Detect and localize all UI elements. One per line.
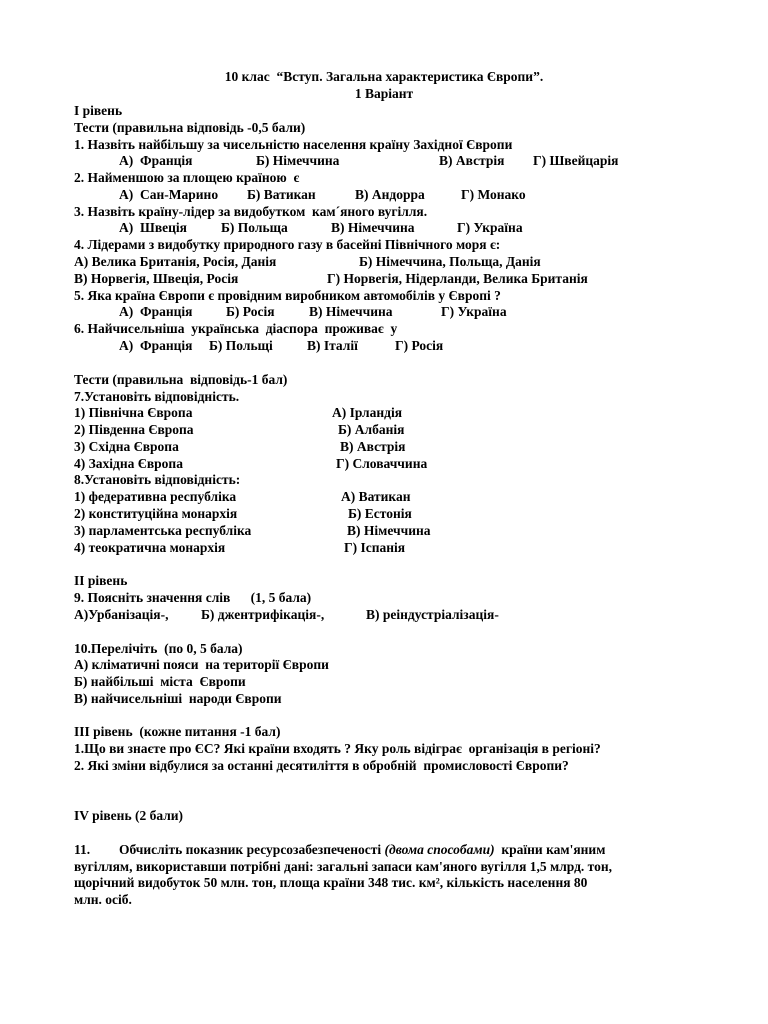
q6-option-c: В) Італії [307,338,358,353]
q6-option-b: Б) Польщі [209,338,273,353]
q4-option-a: А) Велика Британія, Росія, Данія [74,254,277,269]
q8-right-item: Б) Естонія [348,506,412,521]
q4-option-d: Г) Норвегія, Нідерланди, Велика Британія [327,271,588,286]
q7-left-item: 4) Західна Європа [74,456,183,471]
question-8-text: 8.Установіть відповідність: [74,472,241,487]
q2-option-c: В) Андорра [355,187,425,202]
q1-option-d: Г) Швейцарія [533,153,619,168]
q5-option-a: А) Франція [119,304,193,319]
q7-right-item: В) Австрія [340,439,406,454]
q11-line-1 [119,841,605,858]
question-6-text: 6. Найчисельніша українська діаспора проживає у [74,321,398,336]
q8-left-item: 1) федеративна республіка [74,489,237,504]
q10-item: В) найчисельніші народи Європи [74,691,282,706]
q11-number: 11. [74,842,91,857]
level3-question-1: 1.Що ви знаєте про ЄС? Які країни входять ? Яку роль відіграє організація в регіоні? [74,741,601,756]
q6-option-d: Г) Росія [395,338,444,353]
q11-line-4: млн. осіб. [74,892,132,907]
q3-option-b: Б) Польща [221,220,288,235]
page-title: 10 клас “Вступ. Загальна характеристика Європи”. [224,69,544,84]
question-7-text: 7.Установіть відповідність. [74,389,240,404]
q10-item: А) кліматичні пояси на території Європи [74,657,329,672]
q7-right-item: Б) Албанія [338,422,405,437]
q7-left-item: 1) Північна Європа [74,405,193,420]
level3-question-2: 2. Які зміни відбулися за останні десятиліття в обробній промисловості Європи? [74,758,569,773]
q10-item: Б) найбільші міста Європи [74,674,246,689]
question-2-text: 2. Найменшою за площею країною є [74,170,300,185]
q7-left-item: 3) Східна Європа [74,439,179,454]
question-9-text: 9. Поясніть значення слів (1, 5 бала) [74,590,312,605]
q9-term-b: Б) джентрифікація-, [201,607,325,622]
q2-option-a: А) Сан-Марино [119,187,219,202]
q5-option-b: Б) Росія [226,304,275,319]
q8-left-item: 4) теократична монархія [74,540,226,555]
question-10-text: 10.Перелічіть (по 0, 5 бала) [74,641,243,656]
q3-option-a: А) Швеція [119,220,187,235]
q6-option-a: А) Франція [119,338,193,353]
q9-term-c: В) реіндустріалізація- [366,607,499,622]
q4-option-c: В) Норвегія, Швеція, Росія [74,271,239,286]
q3-option-c: В) Німеччина [331,220,415,235]
q3-option-d: Г) Україна [457,220,523,235]
q8-left-item: 3) парламентська республіка [74,523,252,538]
q11-line-2: вугіллям, використавши потрібні дані: загальні запаси кам'яного вугілля 1,5 млрд. тон, [74,859,613,874]
q8-left-item: 2) конституційна монархія [74,506,238,521]
level3-heading: ІІІ рівень (кожне питання -1 бал) [74,724,281,739]
q11-text-start: Обчисліть показник ресурсозабезпеченості [119,842,385,857]
q7-right-item: Г) Словаччина [336,456,428,471]
q7-left-item: 2) Південна Європа [74,422,194,437]
q11-text-end: країни кам'яним [494,842,606,857]
q11-line-3: щорічний видобуток 50 млн. тон, площа країни 348 тис. км², кількість населення 80 [74,875,588,890]
q5-option-d: Г) Україна [441,304,507,319]
question-1-text: 1. Назвіть найбільшу за чисельністю населення країну Західної Європи [74,137,513,152]
q2-option-b: Б) Ватикан [247,187,316,202]
question-4-text: 4. Лідерами з видобутку природного газу в басейні Північного моря є: [74,237,501,252]
q7-right-item: А) Ірландія [332,405,403,420]
q1-option-a: А) Франція [119,153,193,168]
tests2-heading: Тести (правильна відповідь-1 бал) [74,372,288,387]
level2-heading: ІІ рівень [74,573,128,588]
q2-option-d: Г) Монако [461,187,526,202]
q11-method-note: (двома способами) [384,842,495,857]
q8-right-item: В) Німеччина [347,523,431,538]
level4-heading: IV рівень (2 бали) [74,808,184,823]
tests1-heading: Тести (правильна відповідь -0,5 бали) [74,120,306,135]
q8-right-item: А) Ватикан [341,489,411,504]
question-3-text: 3. Назвіть країну-лідер за видобутком кам´яного вугілля. [74,204,428,219]
q9-term-a: А)Урбанізація-, [74,607,169,622]
q1-option-c: В) Австрія [439,153,505,168]
q5-option-c: В) Німеччина [309,304,393,319]
variant-label: 1 Варіант [354,86,414,101]
level1-heading: І рівень [74,103,123,118]
question-5-text: 5. Яка країна Європи є провідним виробником автомобілів у Європі ? [74,288,501,303]
q8-right-item: Г) Іспанія [344,540,406,555]
q4-option-b: Б) Німеччина, Польща, Данія [359,254,541,269]
q1-option-b: Б) Німеччина [256,153,340,168]
